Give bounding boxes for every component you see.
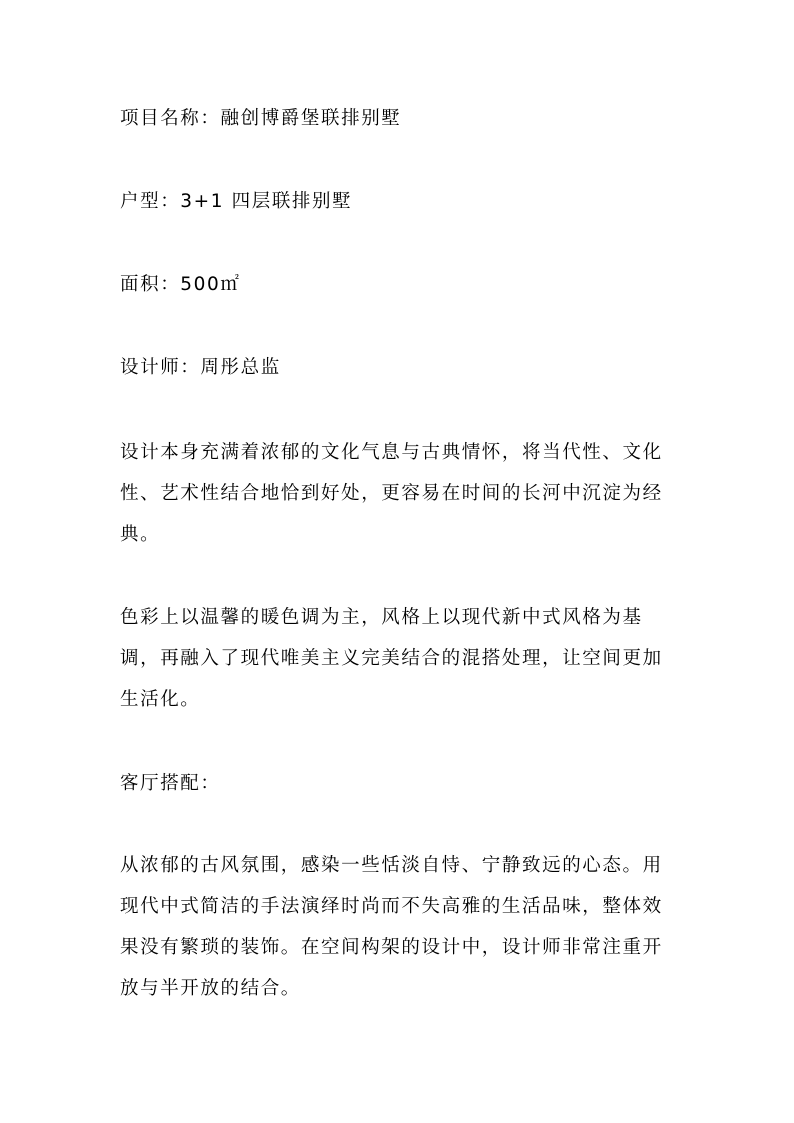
area-line: 面积：500㎡ — [120, 274, 241, 295]
designer-line: 设计师：周彤总监 — [120, 357, 281, 378]
intro-paragraph: 设计本身充满着浓郁的文化气息与古典情怀，将当代性、文化性、艺术性结合地恰到好处，更容易在时间的长河中沉淀为经典。 — [120, 442, 663, 545]
project-name-line: 项目名称：融创博爵堡联排别墅 — [120, 108, 402, 129]
living-room-heading: 客厅搭配： — [120, 773, 221, 794]
house-type-line: 户型：3+1 四层联排别墅 — [120, 191, 353, 212]
living-room-paragraph: 从浓郁的古风氛围，感染一些恬淡自恃、宁静致远的心态。用现代中式简洁的手法演绎时尚而不失高雅的生活品味，整体效果没有繁琐的装饰。在空间构架的设计中，设计师非常注重开放与半开放的结合。 — [120, 855, 663, 999]
color-style-paragraph: 色彩上以温馨的暖色调为主，风格上以现代新中式风格为基调，再融入了现代唯美主义完美结合的混搭处理，让空间更加生活化。 — [120, 607, 663, 710]
